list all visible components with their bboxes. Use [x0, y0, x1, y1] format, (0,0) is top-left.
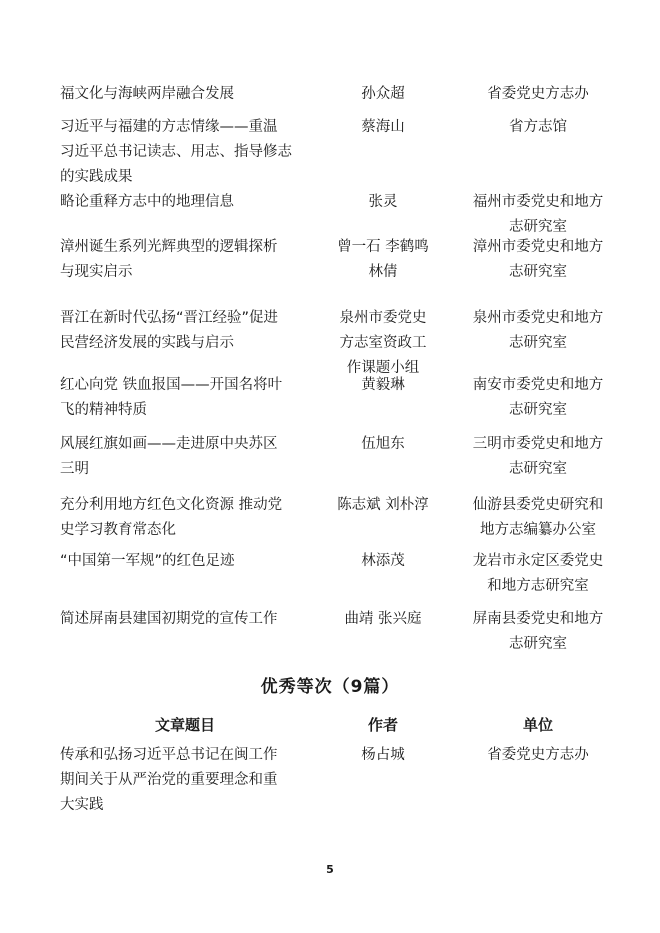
article-title-line: 史学习教育常态化: [60, 522, 176, 538]
article-title-line: 飞的精神特质: [60, 402, 147, 418]
article-title: [60, 235, 310, 285]
article-title: [60, 115, 310, 190]
article-author: [318, 82, 448, 107]
article-unit: [458, 743, 618, 768]
article-unit-line: 志研究室: [509, 461, 567, 477]
header-unit: 单位: [522, 716, 553, 734]
article-author-line: 泉州市委党史: [339, 310, 427, 326]
article-title: [60, 432, 310, 482]
article-unit: [458, 306, 618, 356]
article-title-line: 晋江在新时代弘扬“晋江经验”促进: [60, 310, 279, 326]
article-author-line: 伍旭东: [361, 436, 405, 452]
article-unit-line: 志研究室: [509, 264, 567, 280]
article-title-line: 红心向党 铁血报国——开国名将叶: [60, 377, 283, 393]
article-author-line: 曾一石 李鹤鸣: [337, 239, 429, 255]
article-author-line: 曲靖 张兴庭: [344, 611, 422, 627]
article-title: [60, 549, 310, 574]
header-title: 文章题目: [154, 716, 215, 734]
article-title: [60, 190, 310, 215]
article-title-line: 传承和弘扬习近平总书记在闽工作: [60, 747, 278, 763]
article-title-line: 充分利用地方红色文化资源 推动党: [60, 497, 283, 513]
article-unit-line: 省方志馆: [509, 119, 567, 135]
article-title-line: 简述屏南县建国初期党的宣传工作: [60, 611, 278, 627]
article-author-line: 杨占城: [361, 747, 405, 763]
article-unit-line: 仙游县委党史研究和: [472, 497, 604, 513]
article-unit: [458, 493, 618, 543]
article-author-line: 作课题小组: [346, 360, 420, 376]
article-unit-line: 福州市委党史和地方: [472, 194, 604, 210]
article-title-line: “中国第一军规”的红色足迹: [60, 553, 235, 569]
article-author: [318, 607, 448, 632]
article-author: [318, 235, 448, 285]
article-author: [318, 190, 448, 215]
article-author: [318, 115, 448, 140]
section-title: 优秀等次（9篇）: [260, 677, 400, 697]
header-author: 作者: [367, 716, 398, 734]
article-title-line: 漳州诞生系列光辉典型的逻辑探析: [60, 239, 278, 255]
page-number: 5: [326, 863, 334, 876]
article-unit-line: 志研究室: [509, 402, 567, 418]
article-title-line: 习近平与福建的方志情缘——重温: [60, 119, 278, 135]
article-author: [318, 306, 448, 381]
article-unit-line: 志研究室: [509, 636, 567, 652]
article-unit: [458, 432, 618, 482]
article-author: [318, 432, 448, 457]
article-unit-line: 省委党史方志办: [487, 86, 589, 102]
article-unit-line: 志研究室: [509, 219, 567, 235]
article-unit-line: 省委党史方志办: [487, 747, 589, 763]
article-author-line: 陈志斌 刘朴淳: [337, 497, 429, 513]
article-unit: [458, 82, 618, 107]
article-unit-line: 三明市委党史和地方: [472, 436, 604, 452]
article-title: [60, 373, 310, 423]
article-unit: [458, 235, 618, 285]
article-author-line: 林添茂: [361, 553, 405, 569]
article-unit-line: 漳州市委党史和地方: [472, 239, 604, 255]
article-title-line: 期间关于从严治党的重要理念和重: [60, 772, 278, 788]
article-unit: [458, 549, 618, 599]
article-unit: [458, 190, 618, 240]
article-title: [60, 493, 310, 543]
article-title: [60, 743, 310, 818]
article-title-line: 三明: [60, 461, 89, 477]
article-title-line: 大实践: [60, 797, 104, 813]
article-title: [60, 306, 310, 356]
article-unit-line: 志研究室: [509, 335, 567, 351]
article-author-line: 孙众超: [361, 86, 405, 102]
article-author-line: 林倩: [368, 264, 398, 280]
article-unit-line: 和地方志研究室: [487, 578, 589, 594]
article-title-line: 略论重释方志中的地理信息: [60, 194, 234, 210]
article-author: [318, 373, 448, 398]
article-author-line: 方志室资政工: [339, 335, 427, 351]
article-author: [318, 549, 448, 574]
article-unit-line: 地方志编纂办公室: [480, 522, 596, 538]
article-title: [60, 607, 310, 632]
article-author: [318, 743, 448, 768]
article-title-line: 风展红旗如画——走进原中央苏区: [60, 436, 278, 452]
article-unit-line: 泉州市委党史和地方: [472, 310, 604, 326]
article-unit-line: 龙岩市永定区委党史: [472, 553, 604, 569]
article-author-line: 张灵: [368, 194, 398, 210]
article-title: [60, 82, 310, 107]
article-unit: [458, 607, 618, 657]
article-title-line: 福文化与海峡两岸融合发展: [60, 86, 234, 102]
article-unit: [458, 373, 618, 423]
article-title-line: 民营经济发展的实践与启示: [60, 335, 234, 351]
article-unit-line: 屏南县委党史和地方: [472, 611, 604, 627]
article-unit-line: 南安市委党史和地方: [472, 377, 604, 393]
article-title-line: 与现实启示: [60, 264, 133, 280]
article-unit: [458, 115, 618, 140]
article-author-line: 黄毅琳: [361, 377, 405, 393]
article-title-line: 的实践成果: [60, 169, 133, 185]
article-author: [318, 493, 448, 518]
article-title-line: 习近平总书记读志、用志、指导修志: [60, 144, 292, 160]
article-author-line: 蔡海山: [361, 119, 405, 135]
